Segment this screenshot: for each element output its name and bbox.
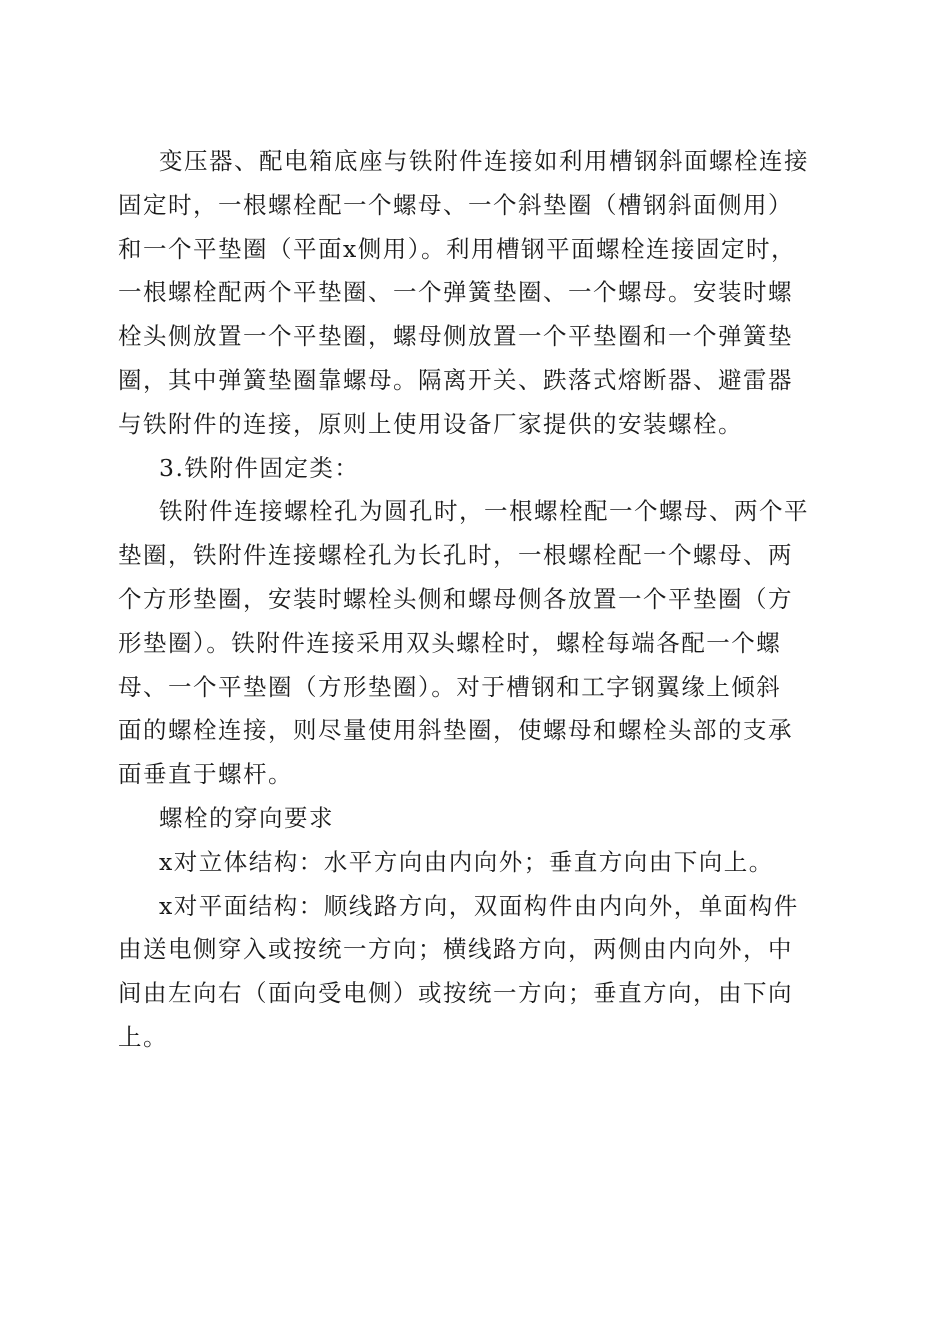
- text-line: 栓头侧放置一个平垫圈，螺母侧放置一个平垫圈和一个弹簧垫: [118, 322, 793, 351]
- text-line: 由送电侧穿入或按统一方向；横线路方向，两侧由内向外，中: [118, 935, 793, 964]
- text-line: x对平面结构：顺线路方向，双面构件由内向外，单面构件: [159, 891, 799, 920]
- text-line: 垫圈，铁附件连接螺栓孔为长孔时，一根螺栓配一个螺母、两: [118, 541, 793, 570]
- text-line: 与铁附件的连接，原则上使用设备厂家提供的安装螺栓。: [118, 409, 743, 438]
- text-line: 圈，其中弹簧垫圈靠螺母。隔离开关、跌落式熔断器、避雷器: [118, 365, 793, 394]
- text-line: 固定时，一根螺栓配一个螺母、一个斜垫圈（槽钢斜面侧用）: [118, 190, 793, 219]
- text-line: 间由左向右（面向受电侧）或按统一方向；垂直方向，由下向: [118, 979, 793, 1008]
- text-line: 变压器、配电箱底座与铁附件连接如利用槽钢斜面螺栓连接: [159, 147, 809, 175]
- text-line: 个方形垫圈，安装时螺栓头侧和螺母侧各放置一个平垫圈（方: [118, 584, 793, 613]
- section-heading: 3.铁附件固定类：: [159, 453, 360, 482]
- subsection-heading: 螺栓的穿向要求: [159, 803, 334, 832]
- text-line: 面的螺栓连接，则尽量使用斜垫圈，使螺母和螺栓头部的支承: [118, 716, 793, 745]
- text-line: 母、一个平垫圈（方形垫圈）。对于槽钢和工字钢翼缘上倾斜: [118, 672, 782, 701]
- text-line: x对立体结构：水平方向由内向外；垂直方向由下向上。: [159, 847, 774, 876]
- text-line: 形垫圈）。铁附件连接采用双头螺栓时，螺栓每端各配一个螺: [118, 628, 782, 657]
- document-body: [118, 140, 830, 1060]
- text-line: 上。: [118, 1022, 168, 1051]
- text-line: 和一个平垫圈（平面x侧用）。利用槽钢平面螺栓连接固定时，: [118, 234, 797, 263]
- text-line: 铁附件连接螺栓孔为圆孔时，一根螺栓配一个螺母、两个平: [159, 497, 809, 526]
- text-line: 面垂直于螺杆。: [118, 760, 293, 789]
- text-line: 一根螺栓配两个平垫圈、一个弹簧垫圈、一个螺母。安装时螺: [118, 278, 793, 307]
